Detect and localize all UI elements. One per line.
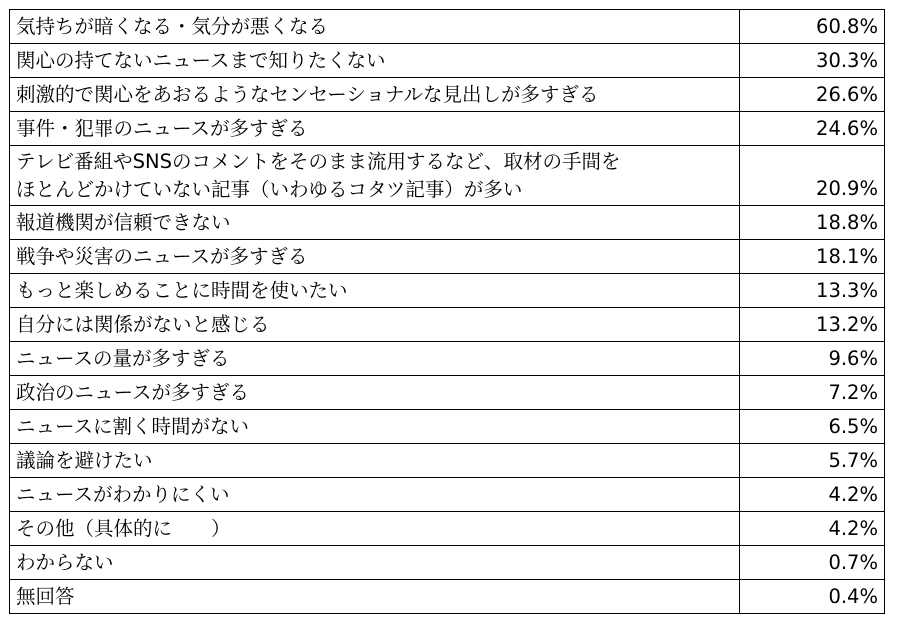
table-row: [10, 512, 885, 546]
table-row: [10, 478, 885, 512]
table-row: [10, 274, 885, 308]
table-row: [10, 78, 885, 112]
row-percentage: 13.3%: [740, 274, 885, 308]
table-row: [10, 10, 885, 44]
row-percentage: 20.9%: [740, 146, 885, 206]
row-percentage: 9.6%: [740, 342, 885, 376]
row-label-line-2: ほとんどかけていない記事（いわゆるコタツ記事）が多い: [16, 177, 523, 201]
row-percentage: 26.6%: [740, 78, 885, 112]
row-label: 報道機関が信頼できない: [10, 206, 740, 240]
table-row: [10, 308, 885, 342]
table-row: [10, 444, 885, 478]
table-row: [10, 342, 885, 376]
row-percentage: 24.6%: [740, 112, 885, 146]
row-percentage: 18.8%: [740, 206, 885, 240]
table-row: [10, 546, 885, 580]
row-label: もっと楽しめることに時間を使いたい: [10, 274, 740, 308]
row-label: 議論を避けたい: [10, 444, 740, 478]
row-percentage: 6.5%: [740, 410, 885, 444]
table-row: [10, 112, 885, 146]
row-percentage: 60.8%: [740, 10, 885, 44]
row-label: 気持ちが暗くなる・気分が悪くなる: [10, 10, 740, 44]
row-label: 事件・犯罪のニュースが多すぎる: [10, 112, 740, 146]
row-percentage: 4.2%: [740, 478, 885, 512]
row-label: 政治のニュースが多すぎる: [10, 376, 740, 410]
row-label: 関心の持てないニュースまで知りたくない: [10, 44, 740, 78]
table-row: [10, 240, 885, 274]
row-percentage: 4.2%: [740, 512, 885, 546]
row-percentage: 18.1%: [740, 240, 885, 274]
row-percentage: 0.7%: [740, 546, 885, 580]
table-row: [10, 206, 885, 240]
row-label: 自分には関係がないと感じる: [10, 308, 740, 342]
table-row: [10, 580, 885, 614]
row-label: ニュースの量が多すぎる: [10, 342, 740, 376]
table-row: [10, 146, 885, 206]
row-label: その他（具体的に ）: [10, 512, 740, 546]
survey-results-table: [9, 9, 885, 614]
row-percentage: 0.4%: [740, 580, 885, 614]
row-label-line-1: テレビ番組やSNSのコメントをそのまま流用するなど、取材の手間を: [16, 149, 621, 173]
table-row: [10, 376, 885, 410]
table-row: [10, 44, 885, 78]
row-label: 刺激的で関心をあおるようなセンセーショナルな見出しが多すぎる: [10, 78, 740, 112]
row-label: 無回答: [10, 580, 740, 614]
row-label: [10, 146, 740, 206]
row-label: わからない: [10, 546, 740, 580]
row-percentage: 13.2%: [740, 308, 885, 342]
row-percentage: 30.3%: [740, 44, 885, 78]
row-label: ニュースがわかりにくい: [10, 478, 740, 512]
row-percentage: 7.2%: [740, 376, 885, 410]
table-row: [10, 410, 885, 444]
row-label: 戦争や災害のニュースが多すぎる: [10, 240, 740, 274]
row-percentage: 5.7%: [740, 444, 885, 478]
row-label: ニュースに割く時間がない: [10, 410, 740, 444]
